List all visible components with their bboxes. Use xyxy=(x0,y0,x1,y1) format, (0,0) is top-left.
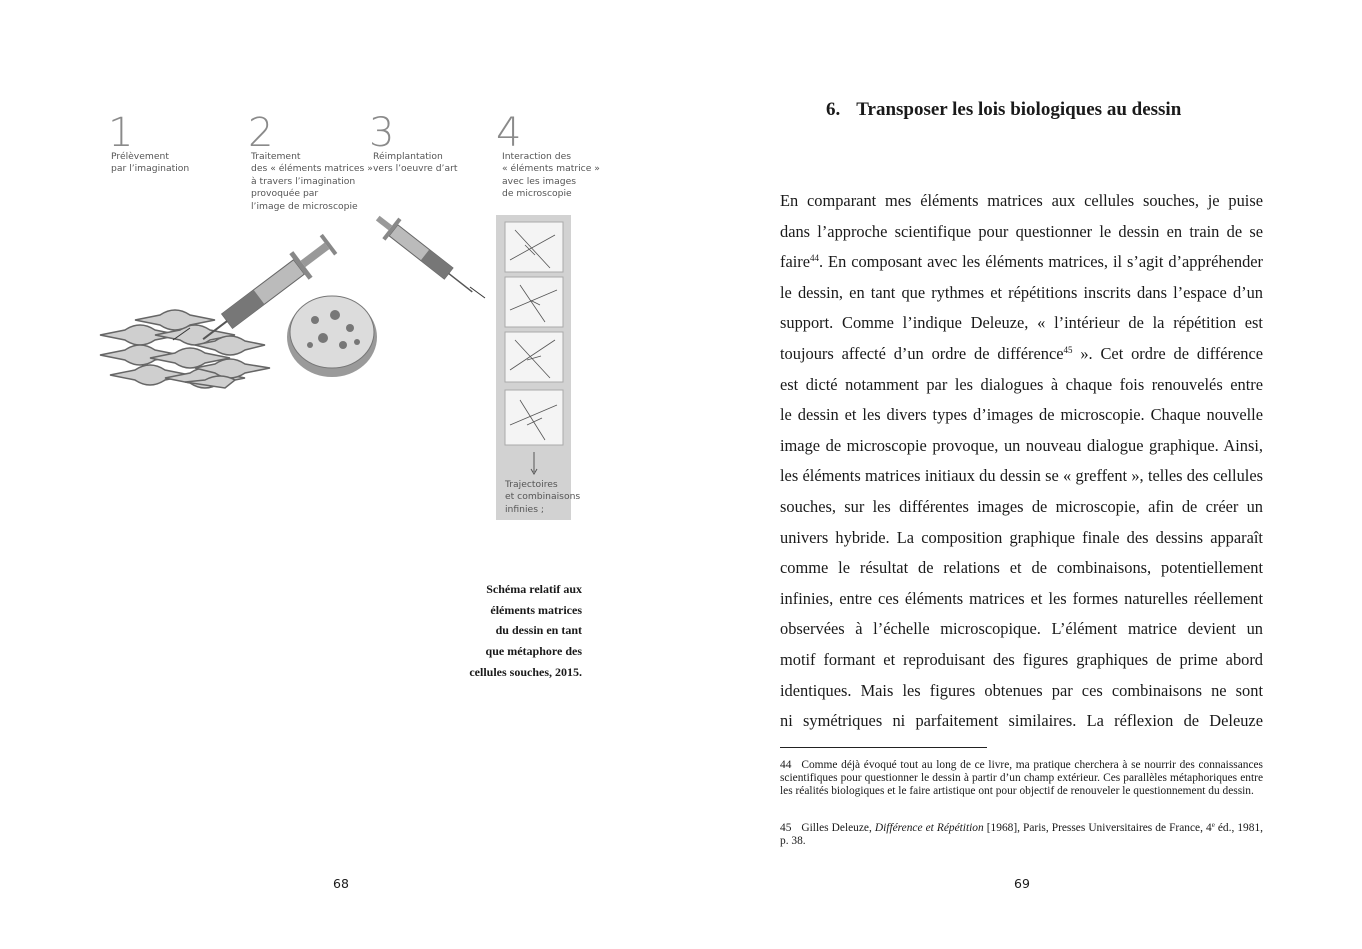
caption-line: que métaphore des xyxy=(485,644,582,659)
text-line: univers hybride. La composition graphique finale des dessins apparaît xyxy=(780,527,1263,547)
step-4-number: 4 xyxy=(496,110,522,156)
footnote-number: 45 xyxy=(780,822,792,834)
text-line: image de microscopie provoque, un nouveau dialogue graphique. Ainsi, xyxy=(780,435,1263,455)
text-line: support. Comme l’indique Deleuze, « l’intérieur de la répétition est xyxy=(780,313,1263,333)
page-number: 69 xyxy=(1014,876,1030,891)
microscopy-images xyxy=(505,222,563,445)
step-4-label: Interaction des « éléments matrice » avec les images de microscopie xyxy=(502,151,600,200)
petri-dish-illustration xyxy=(287,296,377,377)
text-line: le dessin et les divers types d’images de microscopie. Chaque nouvelle xyxy=(780,405,1263,425)
text-line: souches, sur les différentes images de microscopie, afin de créer un xyxy=(780,496,1263,516)
body-text xyxy=(780,186,1263,737)
book-title: Différence et Répétition xyxy=(874,822,984,834)
footnote-ref[interactable]: 44 xyxy=(810,253,820,264)
caption-line: Schéma relatif aux xyxy=(486,582,582,596)
text-line: faire$^{44}$. En composant avec les éléments matrices, il s’agit d’appréhender xyxy=(780,252,1263,272)
step-3-label: Réimplantation vers l’oeuvre d’art xyxy=(373,151,458,175)
footnote-number: 44 xyxy=(780,759,792,771)
step-1-label: Prélèvement par l’imagination xyxy=(111,151,190,175)
footnote-rule xyxy=(780,747,987,748)
superscript: e xyxy=(1211,821,1215,829)
footnote-text: [1968], Paris, Presses Universitaires de France, 4 xyxy=(983,822,1212,834)
figure-caption xyxy=(469,579,582,683)
caption-line: éléments matrices xyxy=(490,602,582,617)
footnote-text: éd., 1981, p. 38. xyxy=(780,822,1263,847)
caption-line: cellules souches, 2015. xyxy=(469,664,582,679)
text-line: est dicté notamment par les dialogues à chaque fois renouvelés entre xyxy=(780,374,1263,394)
text-line: le dessin, en tant que rythmes et répétitions inscrits dans l’espace d’un xyxy=(780,282,1263,302)
footnote-text: Gilles Deleuze, xyxy=(801,822,875,834)
arrow-icon xyxy=(470,287,485,298)
step-2-number: 2 xyxy=(248,110,274,156)
step-1-number: 1 xyxy=(108,110,134,156)
strip-label: Trajectoires et combinaisons infinies ; xyxy=(505,479,581,515)
text-line: motif formant et reproduisant des figures graphiques de prime abord xyxy=(780,649,1263,669)
footnote-ref[interactable]: 45 xyxy=(1063,344,1073,355)
text-line: identiques. Mais les figures obtenues par ces combinaisons ne sont xyxy=(780,680,1263,700)
syringe-icon xyxy=(370,210,481,302)
text-line: toujours affecté d’un ordre de différence$^{45}$ ». Cet ordre de différence xyxy=(780,343,1263,363)
section-title: Transposer les lois biologiques au dessin xyxy=(856,99,1182,120)
text-line: ni symétriques ni parfaitement similaires. La réflexion de Deleuze xyxy=(780,711,1263,731)
footnote-45 xyxy=(780,822,1263,848)
section-number: 6. xyxy=(826,99,841,120)
footnote-44 xyxy=(780,759,1263,797)
caption-line: du dessin en tant xyxy=(495,623,582,638)
text-line: En comparant mes éléments matrices aux cellules souches, je puise xyxy=(780,191,1263,210)
step-2-label: Traitement des « éléments matrices » à travers l’imagination provoquée par l’image de microscopie xyxy=(251,151,373,212)
text-line: infinies, entre ces éléments matrices et les formes naturelles réellement xyxy=(780,588,1263,608)
text-line: les éléments matrices initiaux du dessin se « greffent », telles des cellules xyxy=(780,466,1263,486)
page-number: 68 xyxy=(333,876,349,891)
text-line: comme le résultat de relations et de combinaisons, potentiellement xyxy=(780,558,1263,578)
text-line: observées à l’échelle microscopique. L’élément matrice devient un xyxy=(780,619,1263,639)
section-heading xyxy=(826,99,1181,121)
text-line: dans l’approche scientifique pour questionner le dessin en train de se xyxy=(780,221,1263,241)
step-3-number: 3 xyxy=(369,110,395,156)
cells-illustration xyxy=(100,310,270,388)
footnote-text: Comme déjà évoqué tout au long de ce livre, ma pratique cherchera à se nourrir des connaissances scientifiques pour questionner le dessin à partir d’un champ extérieur. Ces parallèles métaphoriques entre les réalités biologiques et le faire artistique ont pour objectif de renouveler le questionnement du dessin. xyxy=(780,759,1263,797)
